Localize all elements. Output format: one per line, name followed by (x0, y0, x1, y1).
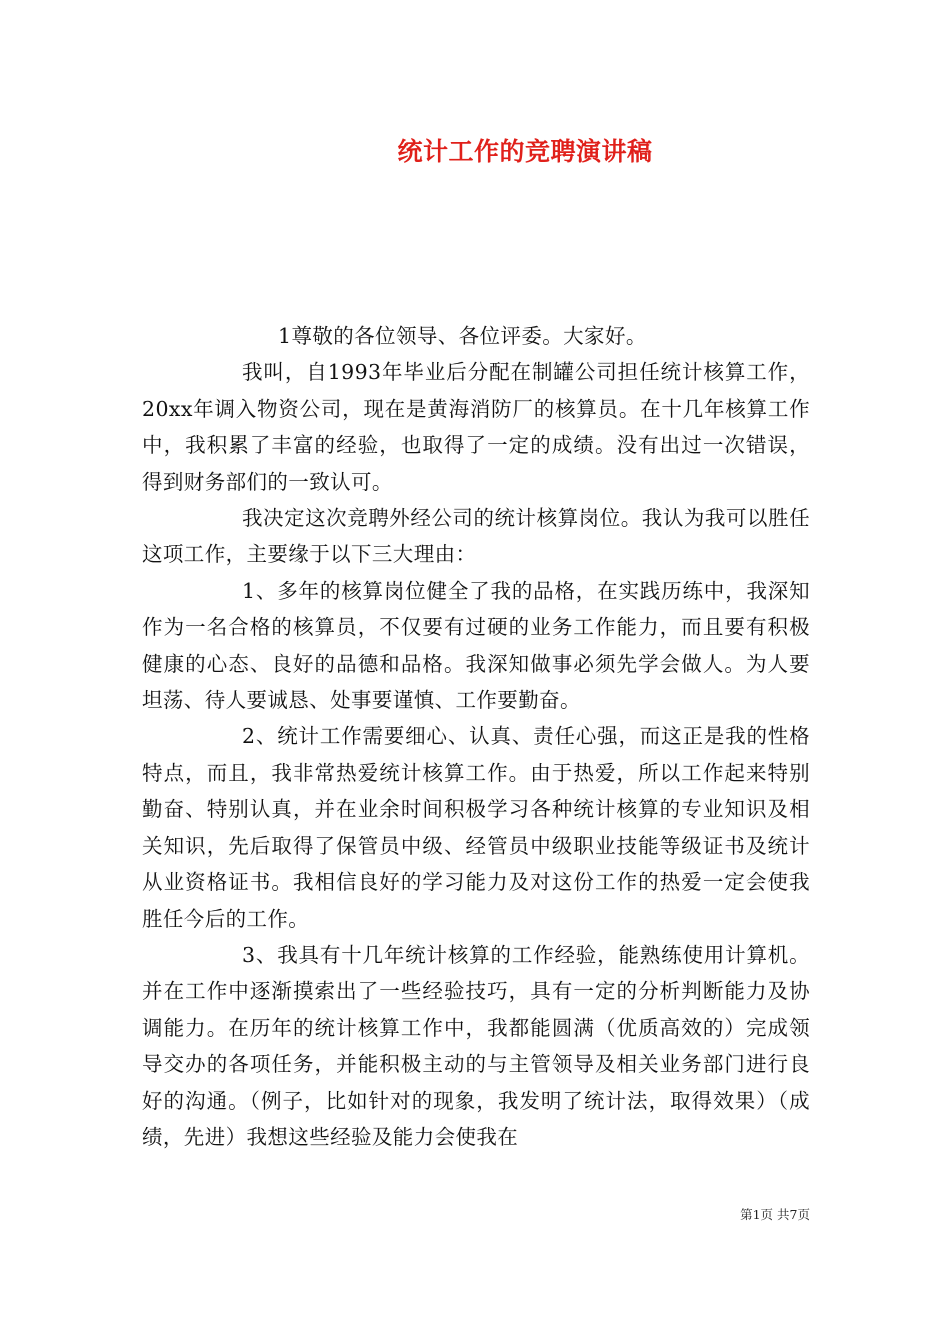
document-title: 统计工作的竞聘演讲稿 (397, 137, 653, 166)
page-number-footer: 第1页 共7页 (740, 1207, 810, 1222)
document-body (142, 318, 810, 1155)
body-paragraph: 我决定这次竞聘外经公司的统计核算岗位。我认为我可以胜任这项工作，主要缘于以下三大理由： (142, 506, 810, 567)
body-paragraph: 我叫，自1993年毕业后分配在制罐公司担任统计核算工作，20xx年调入物资公司，现在是黄海消防厂的核算员。在十几年核算工作中，我积累了丰富的经验，也取得了一定的成绩。没有出过一次错误，得到财务部们的一致认可。 (142, 360, 810, 494)
body-paragraph: 2、统计工作需要细心、认真、责任心强，而这正是我的性格特点，而且，我非常热爱统计核算工作。由于热爱，所以工作起来特别勤奋、特别认真，并在业余时间积极学习各种统计核算的专业知识及相关知识，先后取得了保管员中级、经管员中级职业技能等级证书及统计从业资格证书。我相信良好的学习能力及对这份工作的热爱一定会使我胜任今后的工作。 (142, 724, 810, 931)
body-paragraph: 1、多年的核算岗位健全了我的品格，在实践历练中，我深知作为一名合格的核算员，不仅要有过硬的业务工作能力，而且要有积极健康的心态、良好的品德和品格。我深知做事必须先学会做人。为人要坦荡、待人要诚恳、处事要谨慎、工作要勤奋。 (142, 578, 810, 713)
body-paragraph: 3、我具有十几年统计核算的工作经验，能熟练使用计算机。并在工作中逐渐摸索出了一些经验技巧，具有一定的分析判断能力及协调能力。在历年的统计核算工作中，我都能圆满（优质高效的）完成领导交办的各项任务，并能积极主动的与主管领导及相关业务部门进行良好的沟通。（例子，比如针对的现象，我发明了统计法，取得效果）（成绩，先进）我想这些经验及能力会使我在 (142, 942, 810, 1149)
greeting-paragraph: 1尊敬的各位领导、各位评委。大家好。 (278, 324, 647, 348)
